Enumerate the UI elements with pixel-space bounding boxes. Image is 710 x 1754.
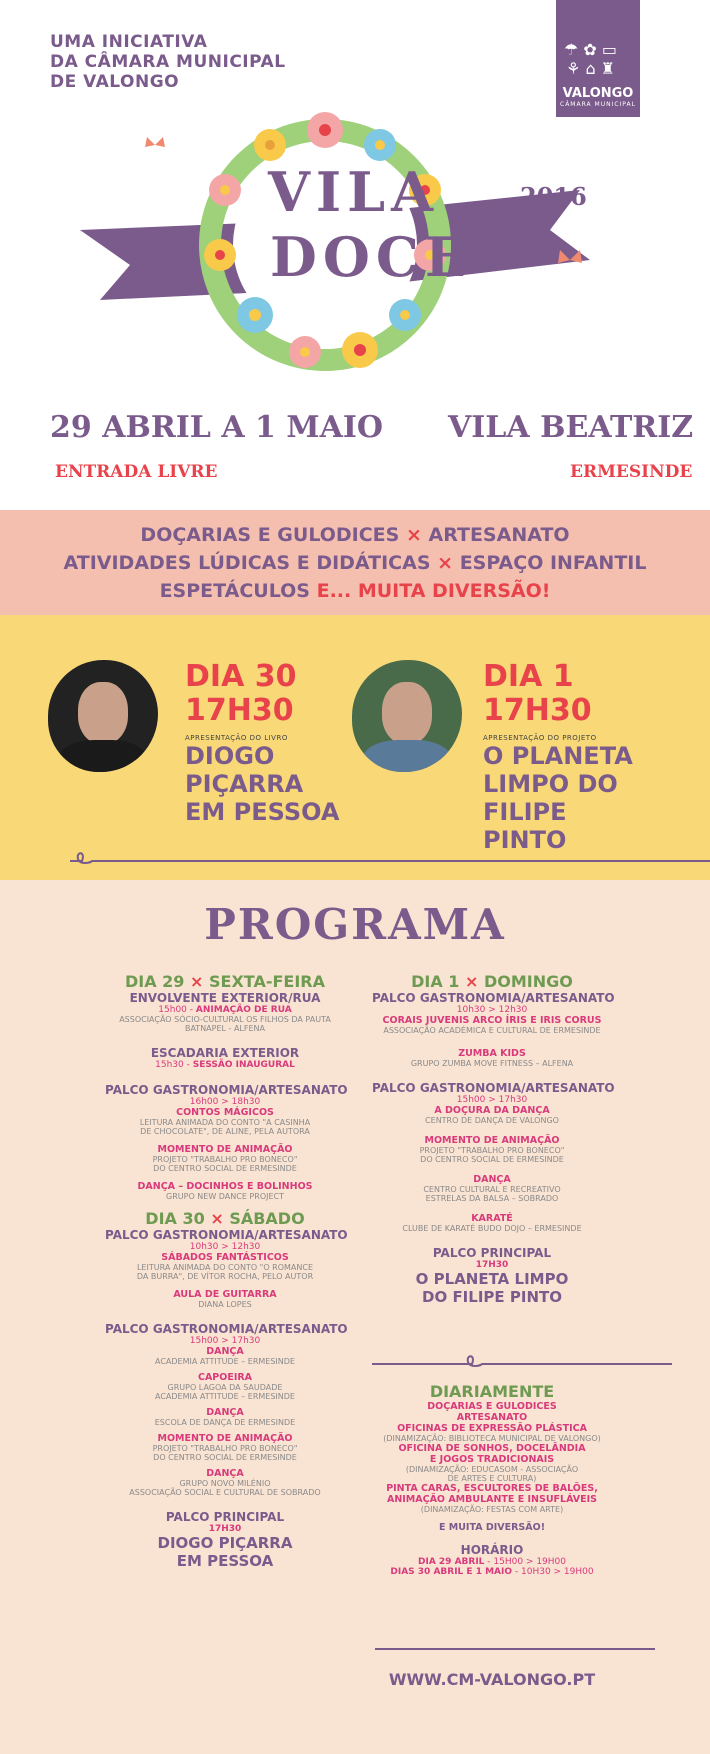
program-title: PROGRAMA: [204, 900, 506, 949]
daily-section: DIARIAMENTE DOÇARIAS E GULODICES ARTESANATO OFICINAS DE EXPRESSÃO PLÁSTICA (DINAMIZAÇÃO: BIBLIOTECA MUNICIPAL DE VALONGO) OFICINA DE SONHOS, DOCELÂNDIA E JOGOS TRADICIONAIS (DINAMIZAÇÃO: EDUCASOM - ASSOCIAÇÃO DE ARTES E CULTURA) PINTA CARAS, ESCULTORES DE BALÕES, ANIMAÇÃO AMBULANTE E INSUFLÁVEIS (DINAMIZAÇÃO: FESTAS COM ARTE) E MUITA DIVERSÃO! HORÁRIO DIA 29 ABRIL - 15H00 > 19H00 DIAS 30 ABRIL E 1 MAIO - 10H30 > 19H00: [383, 1382, 601, 1577]
header: [0, 0, 710, 505]
logo-icons: ☂ ✿ ▭ ⚘ ⌂ ♜: [564, 40, 618, 78]
free-entry-label: ENTRADA LIVRE: [55, 462, 218, 482]
title-line-1: VILA: [268, 160, 440, 224]
venue-name: VILA BEATRIZ: [448, 410, 694, 445]
activities-line-1: DOÇARIAS E GULODICES × ARTESANATO: [140, 524, 570, 546]
day-29-heading: DIA 29 × SEXTA-FEIRA: [124, 972, 325, 991]
activities-band: [0, 510, 710, 615]
title-line-2: DOCE: [270, 225, 473, 289]
curly-divider: [70, 847, 710, 872]
guest-photo-filipe: [352, 660, 462, 772]
program-right-column: DIA 1 × DOMINGO PALCO GASTRONOMIA/ARTESANATO 10h30 > 12h30 CORAIS JUVENIS ARCO ÍRIS E IRIS CORUS ASSOCIAÇÃO ACADÉMICA E CULTURAL DE ERMESINDE ZUMBA KIDS GRUPO ZUMBA MOVE FITNESS – ALFENA PALCO GASTRONOMIA/ARTESANATO 15h00 > 17h30 A DOÇURA DA DANÇA CENTRO DE DANÇA DE VALONGO MOMENTO DE ANIMAÇÃO PROJETO "TRABALHO PRO BONECO" DO CENTRO SOCIAL DE ERMESINDE DANÇA CENTRO CULTURAL E RECREATIVO ESTRELAS DA BALSA – SOBRADO KARATÉ CLUBE DE KARATÉ BUDO DOJO – ERMESINDE PALCO PRINCIPAL 17H30 O PLANETA LIMPO DO FILIPE PINTO: [372, 972, 615, 1306]
program-section: [0, 880, 710, 1754]
valongo-logo: ☂ ✿ ▭ ⚘ ⌂ ♜ VALONGO CÂMARA MUNICIPAL: [556, 0, 640, 117]
website-link[interactable]: WWW.CM-VALONGO.PT: [388, 1670, 596, 1689]
program-left-column: DIA 29 × SEXTA-FEIRA ENVOLVENTE EXTERIOR/RUA 15h00 - ANIMAÇÃO DE RUA ASSOCIAÇÃO SÓCIO-CULTURAL OS FILHOS DA PAUTA BATNAPEL - ALFENA ESCADARIA EXTERIOR 15h30 - SESSÃO INAUGURAL PALCO GASTRONOMIA/ARTESANATO 16h00 > 18h30 CONTOS MÁGICOS LEITURA ANIMADA DO CONTO "A CASINHA DE CHOCOLATE", DE ALINE, PELA AUTORA MOMENTO DE ANIMAÇÃO PROJETO "TRABALHO PRO BONECO" DO CENTRO SOCIAL DE ERMESINDE DANÇA – DOCINHOS E BOLINHOS GRUPO NEW DANCE PROJECT DIA 30 × SÁBADO PALCO GASTRONOMIA/ARTESANATO 10h30 > 12h30 SÁBADOS FANTÁSTICOS LEITURA ANIMADA DO CONTO "O ROMANCE DA BURRA", DE VÍTOR ROCHA, PELO AUTOR AULA DE GUITARRA DIANA LOPES PALCO GASTRONOMIA/ARTESANATO 15h00 > 17h30 DANÇA ACADEMIA ATTITUDE – ERMESINDE CAPOEIRA GRUPO LAGOA DA SAUDADE ACADEMIA ATTITUDE – ERMESINDE DANÇA ESCOLA DE DANÇA DE ERMESINDE MOMENTO DE ANIMAÇÃO PROJETO "TRABALHO PRO BONECO" DO CENTRO SOCIAL DE ERMESINDE DANÇA GRUPO NOVO MILÉNIO ASSOCIAÇÃO SOCIAL E CULTURAL DE SOBRADO PALCO PRINCIPAL 17H30 DIOGO PIÇARRA EM PESSOA: [105, 972, 348, 1570]
event-dates: 29 ABRIL A 1 MAIO: [50, 410, 384, 445]
day-30-heading: DIA 30 × SÁBADO: [145, 1209, 305, 1228]
guests-section: [0, 615, 710, 880]
guest-1-info: DIA 30 17H30 APRESENTAÇÃO DO LIVRO DIOGO PIÇARRA EM PESSOA: [185, 659, 340, 826]
divider-line: [375, 1648, 655, 1650]
guest-2-info: DIA 1 17H30 APRESENTAÇÃO DO PROJETO O PLANETA LIMPO DO FILIPE PINTO: [483, 659, 633, 854]
day-1-heading: DIA 1 × DOMINGO: [411, 972, 573, 991]
curly-divider-right: [372, 1350, 672, 1375]
guest-photo-diogo: [48, 660, 158, 772]
activities-line-3: ESPETÁCULOS E... MUITA DIVERSÃO!: [159, 580, 551, 602]
activities-line-2: ATIVIDADES LÚDICAS E DIDÁTICAS × ESPAÇO INFANTIL: [63, 552, 647, 574]
initiative-text: UMA INICIATIVA DA CÂMARA MUNICIPAL DE VALONGO: [50, 32, 286, 92]
venue-town: ERMESINDE: [570, 462, 693, 482]
year-label: 2016: [520, 182, 587, 211]
